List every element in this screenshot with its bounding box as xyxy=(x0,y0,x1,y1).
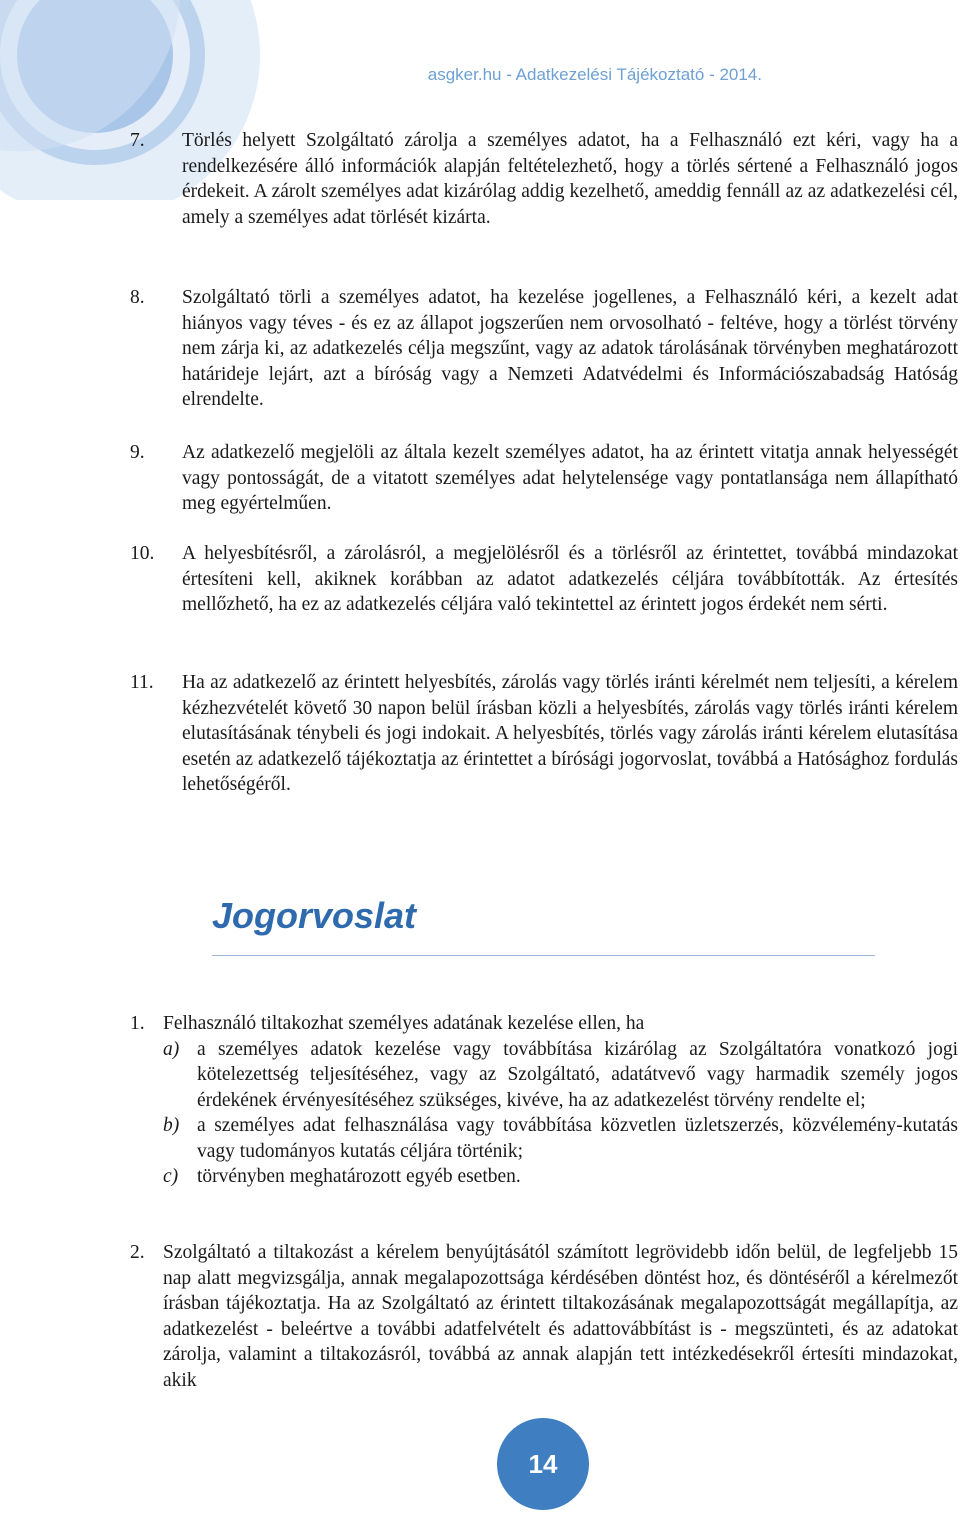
item-number: 10. xyxy=(130,543,155,564)
sub-item-text: a személyes adatok kezelése vagy továbbítása kizárólag az Szolgáltatóra vonatkozó jogi kötelezettség teljesítéséhez, vagy az Szolgáltató, adatátvevő vagy harmadik személy jogos érdekének érvényesítéséhez szükséges, kivéve, ha az adatkezelést törvény rendelte el; xyxy=(197,1038,958,1111)
list-item xyxy=(130,541,958,618)
item-text: Szolgáltató a tiltakozást a kérelem benyújtásától számított legrövidebb időn belül, de legfeljebb 15 nap alatt megvizsgálja, annak megalapozottsága kérdésében döntést hoz, és döntéséről a kérelmezőt írásban tájékoztatja. Ha az Szolgáltató az érintett tiltakozásának megalapozottságát megállapítja, az adatkezelést - beleértve a további adatfelvételt és adattovábbítást is - megszünteti, és az adatokat zárolja, valamint a tiltakozásról, továbbá az annak alapján tett intézkedésekről értesíti mindazokat, akik xyxy=(163,1242,958,1391)
page-header: asgker.hu - Adatkezelési Tájékoztató - 2014. xyxy=(427,65,762,84)
item-text: Szolgáltató törli a személyes adatot, ha kezelése jogellenes, a Felhasználó kéri, a kezelt adat hiányos vagy téves - és ez az állapot jogszerűen nem orvosolható - feltéve, hogy a törlést törvény nem zárja ki, az adatkezelés célja megszűnt, vagy az adatok tárolásának törvényben meghatározott határideje lejárt, azt a bíróság vagy a Nemzeti Adatvédelmi és Információszabadság Hatóság elrendelte. xyxy=(182,287,958,410)
section-title: Jogorvoslat xyxy=(212,895,417,936)
sub-item-letter: a) xyxy=(163,1038,180,1060)
sub-item-letter: c) xyxy=(163,1166,179,1187)
item-number: 7. xyxy=(130,130,145,151)
list-item xyxy=(130,285,958,413)
item-text: Felhasználó tiltakozhat személyes adatának kezelése ellen, ha xyxy=(163,1013,645,1034)
item-text: Az adatkezelő megjelöli az általa kezelt személyes adatot, ha az érintett vitatja annak helyességét vagy pontosságát, de a vitatott személyes adat helytelensége vagy pontatlansága nem állapítható meg egyértelműen. xyxy=(182,442,958,514)
item-number: 1. xyxy=(130,1013,145,1034)
sub-item xyxy=(163,1037,958,1114)
sub-item xyxy=(163,1113,958,1164)
item-number: 9. xyxy=(130,442,145,463)
item-text: Törlés helyett Szolgáltató zárolja a személyes adatot, ha a Felhasználó ezt kéri, vagy ha a rendelkezésére álló információk alapján feltételezhető, hogy a törlés sértené a Felhasználó jogos érdekeit. A zárolt személyes adat kizárólag addig kezelhető, ameddig fennáll az az adatkezelési cél, amely a személyes adat törlését kizárta. xyxy=(182,130,958,228)
remedy-item xyxy=(130,1011,958,1190)
sub-item xyxy=(163,1164,958,1190)
remedy-item xyxy=(130,1240,958,1393)
list-item xyxy=(130,440,958,517)
item-number: 2. xyxy=(130,1242,145,1263)
section-divider xyxy=(212,955,875,956)
sub-item-text: törvényben meghatározott egyéb esetben. xyxy=(197,1166,521,1187)
item-text: A helyesbítésről, a zárolásról, a megjelölésről és a törlésről az érintettet, továbbá mindazokat értesíteni kell, akiknek korábban az adatot adatkezelés céljára továbbították. Az értesítés mellőzhető, ha ez az adatkezelés céljára való tekintettel az érintett jogos érdekét nem sérti. xyxy=(182,543,958,615)
item-text: Ha az adatkezelő az érintett helyesbítés, zárolás vagy törlés iránti kérelmét nem teljesíti, a kérelem kézhezvételét követő 30 napon belül írásban közli a helyesbítés, zárolás vagy törlés iránti kérelem elutasításának ténybeli és jogi indokait. A helyesbítés, törlés vagy zárolás iránti kérelem elutasítása esetén az adatkezelő tájékoztatja az érintettet a bírósági jogorvoslat, továbbá a Hatósághoz fordulás lehetőségéről. xyxy=(182,672,958,795)
item-number: 11. xyxy=(130,672,154,693)
sub-item-letter: b) xyxy=(163,1115,180,1136)
page-number-badge: 14 xyxy=(497,1418,589,1510)
sub-item-text: a személyes adat felhasználása vagy továbbítása közvetlen üzletszerzés, közvélemény-kutatás vagy tudományos kutatás céljára történik; xyxy=(197,1115,958,1162)
list-item xyxy=(130,128,958,230)
list-item xyxy=(130,670,958,798)
item-number: 8. xyxy=(130,287,145,308)
